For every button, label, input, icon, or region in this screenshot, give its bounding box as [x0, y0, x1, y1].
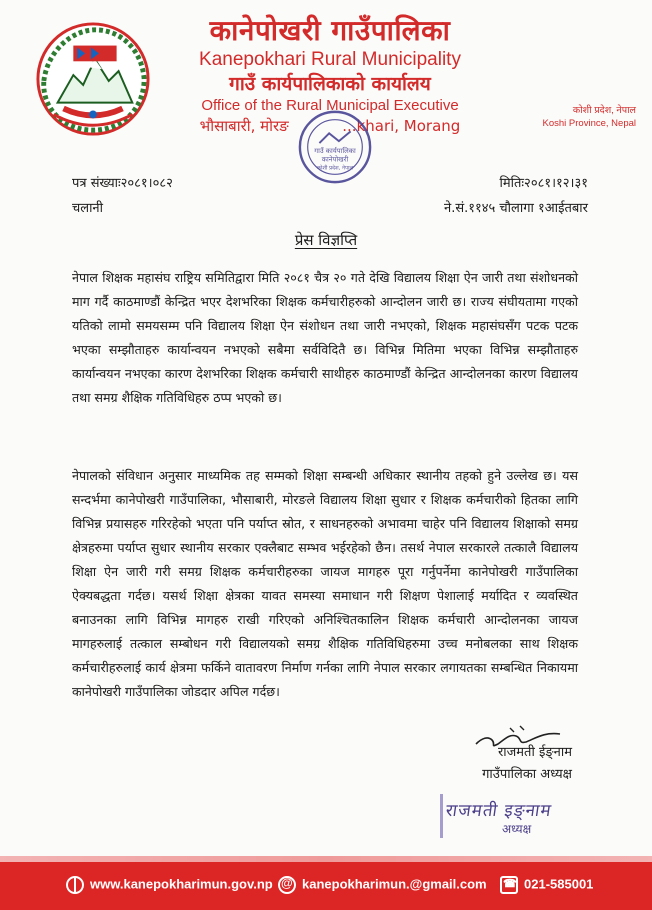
footer-phone[interactable]	[500, 876, 593, 894]
footer-email[interactable]	[278, 876, 487, 894]
phone-text: 021-585001	[524, 876, 594, 892]
stamp-name: राजमती इङ्नाम	[444, 801, 554, 821]
reference-number: पत्र संख्याः२०८१।०८२	[72, 176, 173, 191]
email-text: kanepokharimun.@gmail.com	[302, 876, 487, 892]
name-stamp	[440, 794, 600, 844]
body-paragraph-1: नेपाल शिक्षक महासंघ राष्ट्रिय समितिद्वारा मिति २०८१ चैत्र २० गते देखि विद्यालय शिक्षा ऐन जारी तथा संशोधनको माग गर्दै काठमाण्डौं केन्द्रित भएर देशभरिका शिक्षक कर्मचारीहरुको आन्दोलन जारी छ। राज्य संघीयतामा गएको यतिको लामो समयसम्म पनि विद्यालय शिक्षा ऐन संशोधन तथा जारी नभएको, शिक्षक महासंघसँग पटक पटक भएका सम्झौताहरु कार्यान्वयन नभएको सबैमा सर्वविदितै छ। विभिन्न मितिमा भएका विभिन्न सम्झौताहरु कार्यान्वयन नभएका कारण देशभरिका शिक्षक कर्मचारी साथीहरु काठमाण्डौं केन्द्रित आन्दोलनका कारण विद्यालय तथा समग्र शैक्षिक गतिविधिहरु ठप्प भएको छ।	[72, 270, 578, 405]
stamp-line3: कोशी प्रदेश, नेपाल	[316, 165, 354, 172]
letter-date: मितिः२०८१।१२।३१	[499, 176, 588, 191]
chalani-label: चलानी	[72, 201, 104, 216]
address-np: भौसाबारी, मोरङ	[199, 117, 289, 135]
province-np: कोशी प्रदेश, नेपाल	[572, 105, 636, 116]
website-text: www.kanepokharimun.gov.np	[90, 876, 273, 892]
stamp-line1: गाउँ कार्यपालिका	[314, 146, 356, 155]
footer-website[interactable]	[66, 876, 273, 894]
stamp-title: अध्यक्ष	[502, 822, 532, 836]
press-release-title: प्रेस विज्ञप्ति	[294, 231, 358, 249]
nepal-samvat-date: ने.सं.११४५ चौलागा १आईतबार	[443, 201, 588, 216]
province-en: Koshi Province, Nepal	[542, 118, 636, 129]
signatory-name: राजमती ईङ्नाम	[497, 745, 572, 760]
office-stamp-icon	[296, 108, 374, 186]
address-en: ...khari, Morang	[342, 117, 461, 135]
signatory-title: गाउँपालिका अध्यक्ष	[482, 767, 572, 782]
globe-icon	[66, 876, 84, 894]
body-paragraph-2: नेपालको संविधान अनुसार माध्यमिक तह सम्मको शिक्षा सम्बन्धी अधिकार स्थानीय तहको हुने उल्लेख छ। यस सन्दर्भमा कानेपोखरी गाउँपालिका, भौसाबारी, मोरङले विद्यालय शिक्षा सुधार र शिक्षक कर्मचारीको हितका लागि विभिन्न प्रयासहरु गरिरहेको भएता पनि पर्याप्त स्रोत, र साधनहरुको अभावमा चाहेर पनि विद्यालय शिक्षाको समग्र क्षेत्रहरुमा पर्याप्त सुधार स्थानीय सरकार एक्लैबाट सम्भव भईरहेको छैन। तसर्थ नेपाल सरकारले तत्कालै विद्यालय शिक्षा ऐन जारी गरी समग्र शिक्षक कर्मचारीहरुका जायज मागहरु पूरा गर्नुपर्नेमा कानेपोखरी गाउँपालिका ऐक्यबद्धता गर्दछ। यसर्थ शिक्षा क्षेत्रका यावत समस्या समाधान गरी शिक्षण पेशालाई मर्यादित र व्यवस्थित बनाउनका लागि विभिन्न मागहरु राखी गरिएको अनिश्चितकालिन शिक्षक कर्मचारी आन्दोलनका जायज मागहरुलाई तत्काल सम्बोधन गरी विद्यालयको समग्र शैक्षिक गतिविधिहरुमा उच्च मनोबलका साथ शिक्षक कर्मचारीहरुलाई कार्य क्षेत्रमा फर्किने वातावरण निर्माण गर्नका लागि नेपाल सरकार लगायतका सम्बन्धित निकायमा कानेपोखरी गाउँपालिका जोडदार अपिल गर्दछ।	[72, 468, 578, 699]
phone-icon	[500, 876, 518, 894]
stamp-border	[440, 794, 443, 838]
municipality-title-en: Kanepokhari Rural Municipality	[199, 49, 461, 70]
province-label	[543, 104, 636, 130]
footer-bar	[0, 862, 652, 910]
stamp-line2: कानेपोखरी	[321, 155, 349, 164]
office-title-np: गाउँ कार्यपालिकाको कार्यालय	[229, 73, 431, 95]
municipality-title-np: कानेपोखरी गाउँपालिका	[209, 14, 451, 47]
email-icon	[278, 876, 296, 894]
nepal-emblem-icon	[34, 20, 152, 138]
signatory-block	[482, 742, 572, 786]
office-title-en: Office of the Rural Municipal Executive	[201, 97, 459, 114]
